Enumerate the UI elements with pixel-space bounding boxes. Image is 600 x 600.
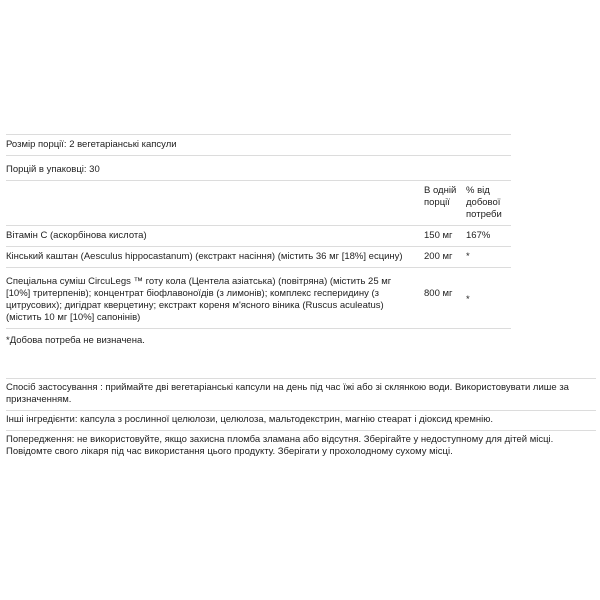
warnings-text: Попередження: не використовуйте, якщо захисна пломба зламана або відсутня. Зберігайте у недоступному для дітей місці. Повідомте свого лікаря під час використання цього продукту. Зберігати у прохолодному сухому місці. [6, 434, 554, 457]
nutrient-row [6, 247, 511, 267]
column-header [6, 181, 511, 225]
usage-text: Спосіб застосування : приймайте дві вегетаріанські капсули на день під час їжі або зі склянкою води. Використовувати лише за призначенням. [6, 382, 569, 405]
nutrient-amount: 200 мг [424, 251, 453, 262]
servings-per-container: Порцій в упаковці: 30 [6, 164, 100, 175]
serving-size: Розмір порції: 2 вегетаріанські капсули [6, 139, 177, 150]
nutrient-amount: 150 мг [424, 230, 453, 241]
nutrient-name: Кінський каштан (Aesculus hippocastanum) (екстракт насіння) (містить 36 мг [18%] есцину) [6, 251, 403, 262]
product-info [6, 378, 596, 462]
nutrient-row [6, 268, 511, 328]
dv-header: % від добової потреби [466, 185, 502, 220]
other-ingredients-text: Інші інгредієнти: капсула з рослинної целюлози, целюлоза, мальтодекстрин, магнію стеарат і діоксид кремнію. [6, 414, 493, 425]
nutrient-amount: 800 мг [424, 288, 453, 299]
nutrient-name: Вітамін С (аскорбінова кислота) [6, 230, 147, 241]
nutrient-dv: * [466, 294, 470, 305]
nutrient-dv: * [466, 251, 470, 262]
nutrient-row [6, 226, 511, 246]
footnote: *Добова потреба не визначена. [6, 335, 145, 346]
nutrient-name: Спеціальна суміш CircuLegs ™ готу кола (Центела азіатська) (повітряна) (містить 25 мг [10%] тритерпенів); концентрат біофлавоноїдів (з лимонів); комплекс гесперидину (з цитрусових); дигідрат кверцетину; екстракт кореня м'ясного віника (Ruscus aculeatus) (містить 10 мг [10%] сапонінів) [6, 276, 392, 323]
amount-header: В одній порції [424, 185, 457, 208]
nutrient-dv: 167% [466, 230, 491, 241]
supplement-facts-panel [6, 134, 511, 351]
